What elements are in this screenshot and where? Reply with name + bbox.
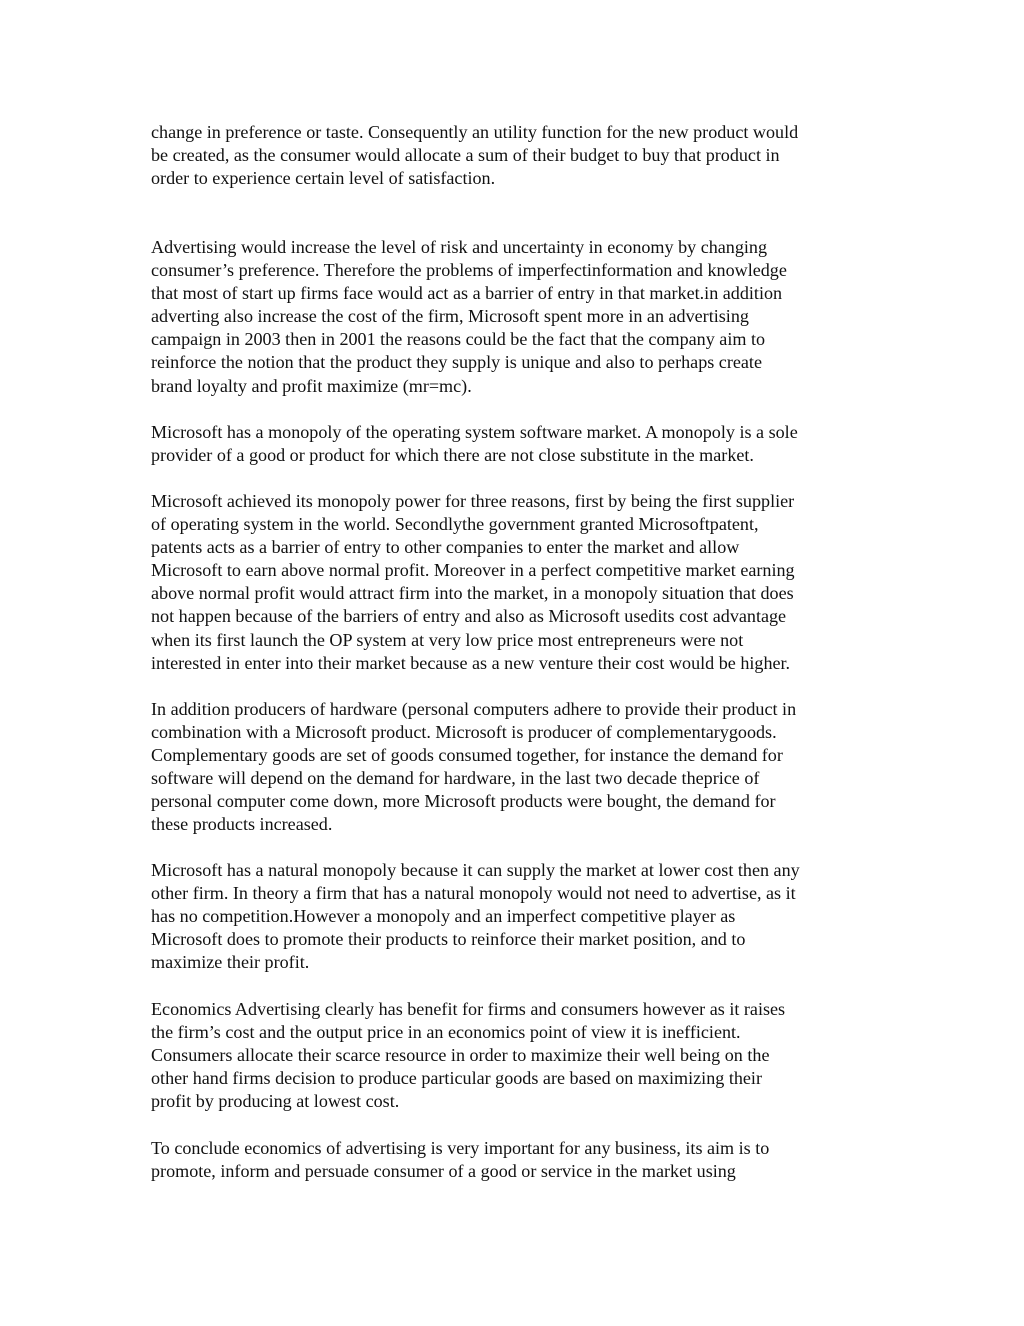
paragraph-line: Microsoft does to promote their products to reinforce their market position, and to bbox=[151, 929, 746, 950]
paragraph-line: other firm. In theory a firm that has a natural monopoly would not need to advertise, as it bbox=[151, 883, 796, 904]
paragraph-line: Microsoft has a natural monopoly because it can supply the market at lower cost then any bbox=[151, 860, 800, 880]
paragraph-line: campaign in 2003 then in 2001 the reasons could be the fact that the company aim to bbox=[151, 329, 766, 350]
paragraph-conclusion bbox=[151, 1137, 891, 1183]
paragraph-natural-monopoly bbox=[151, 859, 891, 974]
paragraph-line: of operating system in the world. Secondlythe government granted Microsoftpatent, bbox=[151, 514, 759, 535]
paragraph-line: software will depend on the demand for hardware, in the last two decade theprice of bbox=[151, 768, 760, 789]
paragraph-line: To conclude economics of advertising is very important for any business, its aim is to bbox=[151, 1138, 770, 1158]
paragraph-line: other hand firms decision to produce particular goods are based on maximizing their bbox=[151, 1068, 762, 1089]
paragraph-line: personal computer come down, more Microsoft products were bought, the demand for bbox=[151, 791, 776, 812]
paragraph-line: be created, as the consumer would allocate a sum of their budget to buy that product in bbox=[151, 145, 780, 166]
paragraph-advertising-risk bbox=[151, 236, 891, 398]
paragraph-line: provider of a good or product for which there are not close substitute in the market. bbox=[151, 445, 754, 466]
paragraph-line: has no competition.However a monopoly and an imperfect competitive player as bbox=[151, 906, 736, 927]
paragraph-line: above normal profit would attract firm into the market, in a monopoly situation that does bbox=[151, 583, 794, 604]
paragraph-line: consumer’s preference. Therefore the problems of imperfectinformation and knowledge bbox=[151, 260, 787, 281]
paragraph-line: profit by producing at lowest cost. bbox=[151, 1091, 400, 1112]
paragraph-line: patents acts as a barrier of entry to other companies to enter the market and allow bbox=[151, 537, 740, 558]
paragraph-line: that most of start up firms face would act as a barrier of entry in that market.in addition bbox=[151, 283, 783, 304]
paragraph-line: change in preference or taste. Consequently an utility function for the new product would bbox=[151, 122, 799, 142]
paragraph-line: adverting also increase the cost of the firm, Microsoft spent more in an advertising bbox=[151, 306, 749, 327]
paragraph-line: when its first launch the OP system at very low price most entrepreneurs were not bbox=[151, 629, 744, 650]
paragraph-line: combination with a Microsoft product. Microsoft is producer of complementarygoods. bbox=[151, 722, 777, 743]
paragraph-line: interested in enter into their market because as a new venture their cost would be higher. bbox=[151, 652, 791, 673]
paragraph-line: Microsoft achieved its monopoly power for three reasons, first by being the first supplier bbox=[151, 491, 795, 511]
paragraph-economics-advertising bbox=[151, 998, 891, 1113]
paragraph-line: maximize their profit. bbox=[151, 952, 310, 973]
paragraph-monopoly-definition bbox=[151, 421, 891, 467]
paragraph-line: brand loyalty and profit maximize (mr=mc). bbox=[151, 375, 472, 396]
paragraph-line: Economics Advertising clearly has benefit for firms and consumers however as it raises bbox=[151, 999, 786, 1019]
paragraph-line: order to experience certain level of satisfaction. bbox=[151, 168, 496, 189]
paragraph-line: these products increased. bbox=[151, 814, 333, 835]
paragraph-line: In addition producers of hardware (personal computers adhere to provide their product in bbox=[151, 699, 797, 719]
paragraph-line: Microsoft has a monopoly of the operating system software market. A monopoly is a sole bbox=[151, 422, 798, 442]
paragraph-line: the firm’s cost and the output price in an economics point of view it is inefficient. bbox=[151, 1022, 741, 1043]
paragraph-complementary-goods bbox=[151, 698, 891, 837]
paragraph-utility-function bbox=[151, 121, 891, 190]
paragraph-line: not happen because of the barriers of entry and also as Microsoft usedits cost advantage bbox=[151, 606, 787, 627]
paragraph-line: Consumers allocate their scarce resource in order to maximize their well being on the bbox=[151, 1045, 770, 1066]
paragraph-line: Microsoft to earn above normal profit. Moreover in a perfect competitive market earning bbox=[151, 560, 795, 581]
paragraph-line: promote, inform and persuade consumer of a good or service in the market using bbox=[151, 1161, 736, 1182]
paragraph-line: Complementary goods are set of goods consumed together, for instance the demand for bbox=[151, 745, 783, 766]
paragraph-line: Advertising would increase the level of risk and uncertainty in economy by changing bbox=[151, 237, 768, 257]
paragraph-line: reinforce the notion that the product they supply is unique and also to perhaps create bbox=[151, 352, 762, 373]
paragraph-monopoly-power bbox=[151, 490, 891, 675]
